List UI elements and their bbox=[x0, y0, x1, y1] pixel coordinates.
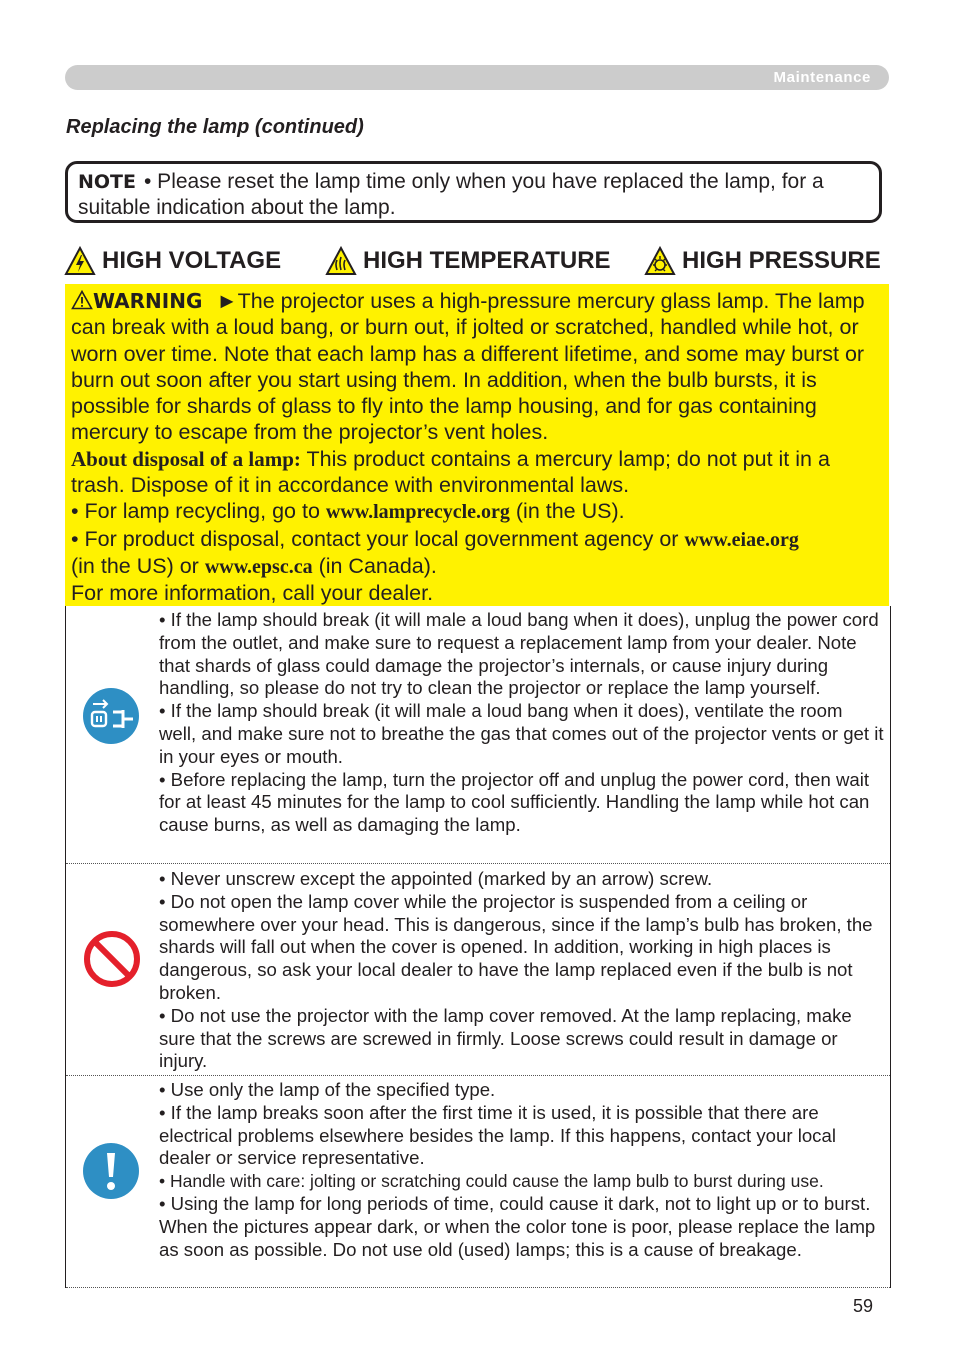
warning-label: WARNING bbox=[93, 289, 203, 313]
hazard-label: HIGH VOLTAGE bbox=[102, 247, 282, 274]
precaution-row bbox=[66, 1076, 890, 1288]
row-item: • Handle with care: jolting or scratching could cause the lamp bulb to burst during use. bbox=[159, 1171, 824, 1192]
row-item: • Never unscrew except the appointed (marked by an arrow) screw. bbox=[159, 868, 713, 889]
row-item: • If the lamp breaks soon after the first time it is used, it is possible that there are electrical problems elsewhere besides the lamp. If this happens, contact your local dealer or service representative. bbox=[159, 1101, 836, 1169]
recycling-link[interactable]: www.lamprecycle.org bbox=[325, 501, 510, 524]
hazard-high-temperature bbox=[325, 244, 611, 278]
section-title: Replacing the lamp (continued) bbox=[66, 116, 364, 138]
high-pressure-icon bbox=[644, 246, 676, 276]
hazard-label: HIGH TEMPERATURE bbox=[363, 247, 611, 274]
precaution-row bbox=[66, 606, 890, 864]
row-item: • Before replacing the lamp, turn the projector off and unplug the power cord, then wait for at least 45 minutes for the lamp to cool sufficiently. Handling the lamp while hot can cause burns, as well as damaging the lamp. bbox=[159, 768, 870, 836]
hazard-row bbox=[62, 244, 892, 278]
note-text: • Please reset the lamp time only when you have replaced the lamp, for a suitable indication about the lamp. bbox=[78, 170, 824, 219]
more-info: For more information, call your dealer. bbox=[71, 581, 434, 606]
row-item: • Use only the lamp of the specified type. bbox=[159, 1079, 496, 1100]
product-middle: (in the US) or bbox=[71, 553, 205, 578]
header-bar bbox=[65, 65, 889, 90]
prohibited-icon bbox=[83, 930, 141, 988]
row-item: • Do not use the projector with the lamp cover removed. At the lamp replacing, make sure that the screws are screwed in firmly. Loose screws could result in damage or injury. bbox=[159, 1004, 852, 1072]
note-box bbox=[65, 161, 882, 223]
row-text bbox=[159, 1076, 890, 1261]
eiae-link[interactable]: www.eiae.org bbox=[684, 528, 799, 551]
hazard-label: HIGH PRESSURE bbox=[682, 247, 881, 274]
warning-triangle-icon bbox=[71, 290, 93, 310]
epsc-link[interactable]: www.epsc.ca bbox=[204, 555, 313, 578]
disposal-label: About disposal of a lamp: bbox=[71, 446, 301, 471]
header-label: Maintenance bbox=[773, 69, 871, 86]
unplug-icon bbox=[83, 688, 139, 744]
row-item: • If the lamp should break (it will male a loud bang when it does), ventilate the room well, and make sure not to breathe the gas that comes out of the projector vents or get it in your eyes or mouth. bbox=[159, 700, 884, 767]
warning-text: ►The projector uses a high-pressure mercury glass lamp. The lamp can break with a loud bang, or burn out, if jolted or scratched, handled while hot, or worn over time. Note that each lamp has a different lifetime, and some may burst or burn out soon after you start using them. In addition, when the bulb bursts, it is possible for shards of glass to fly into the lamp housing, and for gas containing mercury to escape from the projector’s vent holes. bbox=[71, 289, 865, 445]
high-temperature-icon bbox=[325, 246, 357, 276]
high-voltage-icon bbox=[64, 246, 96, 276]
row-item: • Using the lamp for long periods of time, could cause it dark, not to light up or to burst. When the pictures appear dark, or when the color tone is poor, please replace the lamp as soon as possible. Do not use old (used) lamps; this is a cause of breakage. bbox=[159, 1192, 876, 1260]
warning-box bbox=[65, 284, 889, 606]
recycling-prefix: • For lamp recycling, go to bbox=[71, 499, 326, 524]
hazard-high-pressure bbox=[644, 244, 881, 278]
disposal-text: This product contains a mercury lamp; do not put it in a trash. Dispose of it in accordance with environmental laws. bbox=[71, 446, 830, 498]
row-item: • Do not open the lamp cover while the projector is suspended from a ceiling or somewhere over your head. This is dangerous, since if the lamp’s bulb has broken, the shards will fall out when the cover is opened. In addition, working in high places is dangerous, so ask your local dealer to have the lamp replaced even if the bulb is not broken. bbox=[159, 890, 873, 1003]
precaution-rows bbox=[65, 606, 891, 1288]
page-number: 59 bbox=[853, 1296, 874, 1316]
row-text bbox=[159, 606, 890, 837]
precaution-row bbox=[66, 864, 890, 1076]
exclamation-icon bbox=[83, 1143, 139, 1199]
recycling-suffix: (in the US). bbox=[509, 499, 625, 524]
hazard-high-voltage bbox=[64, 244, 281, 278]
row-item: • If the lamp should break (it will male a loud bang when it does), unplug the power cord from the outlet, and make sure to request a replacement lamp from your dealer. Note that shards of glass could damage the projector’s internals, or cause injury during handling, so please do not try to clean the projector or replace the lamp yourself. bbox=[159, 609, 879, 699]
note-label: NOTE bbox=[78, 171, 136, 193]
product-suffix: (in Canada). bbox=[312, 553, 437, 578]
product-prefix: • For product disposal, contact your local government agency or bbox=[71, 526, 685, 551]
row-text bbox=[159, 864, 890, 1073]
